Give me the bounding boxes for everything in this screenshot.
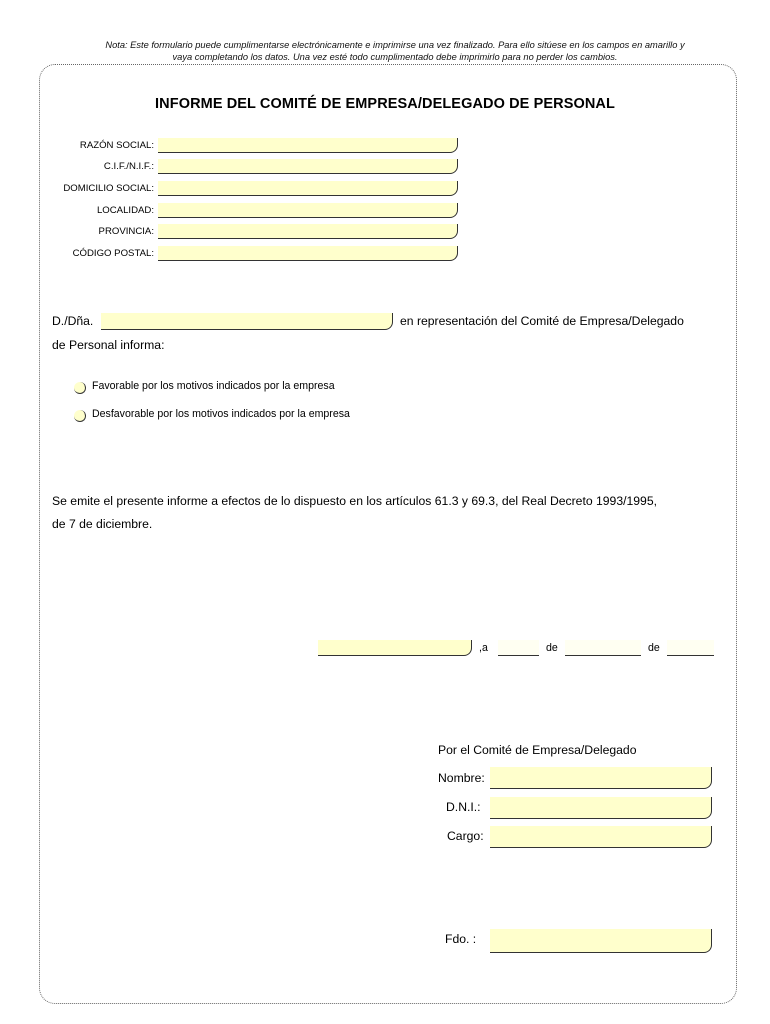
form-title: INFORME DEL COMITÉ DE EMPRESA/DELEGADO DE PERSONAL <box>155 96 615 112</box>
codigo-postal-field[interactable] <box>158 246 458 261</box>
statement-prefix: D./Dña. <box>52 314 94 328</box>
domicilio-label: DOMICILIO SOCIAL: <box>63 183 154 194</box>
date-de-2: de <box>648 642 660 654</box>
date-de-1: de <box>546 642 558 654</box>
month-field[interactable] <box>565 640 641 656</box>
nombre-field[interactable] <box>490 767 712 789</box>
dni-field[interactable] <box>490 797 712 819</box>
fdo-label: Fdo. : <box>445 932 477 946</box>
cif-field[interactable] <box>158 159 458 174</box>
instructions-note <box>60 39 730 63</box>
razon-social-field[interactable] <box>158 138 458 153</box>
desfavorable-radio[interactable] <box>74 410 86 422</box>
favorable-radio[interactable] <box>74 382 86 394</box>
legal-line-2: de 7 de diciembre. <box>52 517 153 531</box>
day-field[interactable] <box>498 640 539 656</box>
cif-label: C.I.F./N.I.F.: <box>103 161 154 172</box>
localidad-label: LOCALIDAD: <box>96 205 154 216</box>
note-line-2: vaya completando los datos. Una vez esté todo cumplimentado debe imprimirlo para no perder los cambios. <box>172 52 618 62</box>
localidad-field[interactable] <box>158 203 458 218</box>
domicilio-field[interactable] <box>158 181 458 196</box>
desfavorable-label: Desfavorable por los motivos indicados por la empresa <box>92 408 350 420</box>
razon-social-label: RAZÓN SOCIAL: <box>79 140 154 151</box>
legal-line-1: Se emite el presente informe a efectos de lo dispuesto en los artículos 61.3 y 69.3, del Real Decreto 1993/1995, <box>52 494 658 508</box>
statement-line-2: de Personal informa: <box>52 338 165 352</box>
statement-suffix: en representación del Comité de Empresa/Delegado <box>400 314 684 328</box>
dni-label: D.N.I.: <box>446 800 481 814</box>
codigo-postal-label: CÓDIGO POSTAL: <box>72 248 154 259</box>
representative-name-field[interactable] <box>101 313 393 330</box>
cargo-field[interactable] <box>490 826 712 848</box>
note-line-1: Nota: Este formulario puede cumplimentarse electrónicamente e imprimirse una vez finalizado. Para ello sitúese en los campos en amarillo y <box>105 40 685 50</box>
cargo-label: Cargo: <box>447 829 484 843</box>
place-field[interactable] <box>318 640 472 656</box>
provincia-label: PROVINCIA: <box>98 226 154 237</box>
provincia-field[interactable] <box>158 224 458 239</box>
signature-field[interactable] <box>490 929 712 953</box>
date-separator: ,a <box>479 642 488 654</box>
signature-heading: Por el Comité de Empresa/Delegado <box>438 743 637 757</box>
year-field[interactable] <box>667 640 714 656</box>
favorable-label: Favorable por los motivos indicados por la empresa <box>92 380 335 392</box>
nombre-label: Nombre: <box>438 771 485 785</box>
